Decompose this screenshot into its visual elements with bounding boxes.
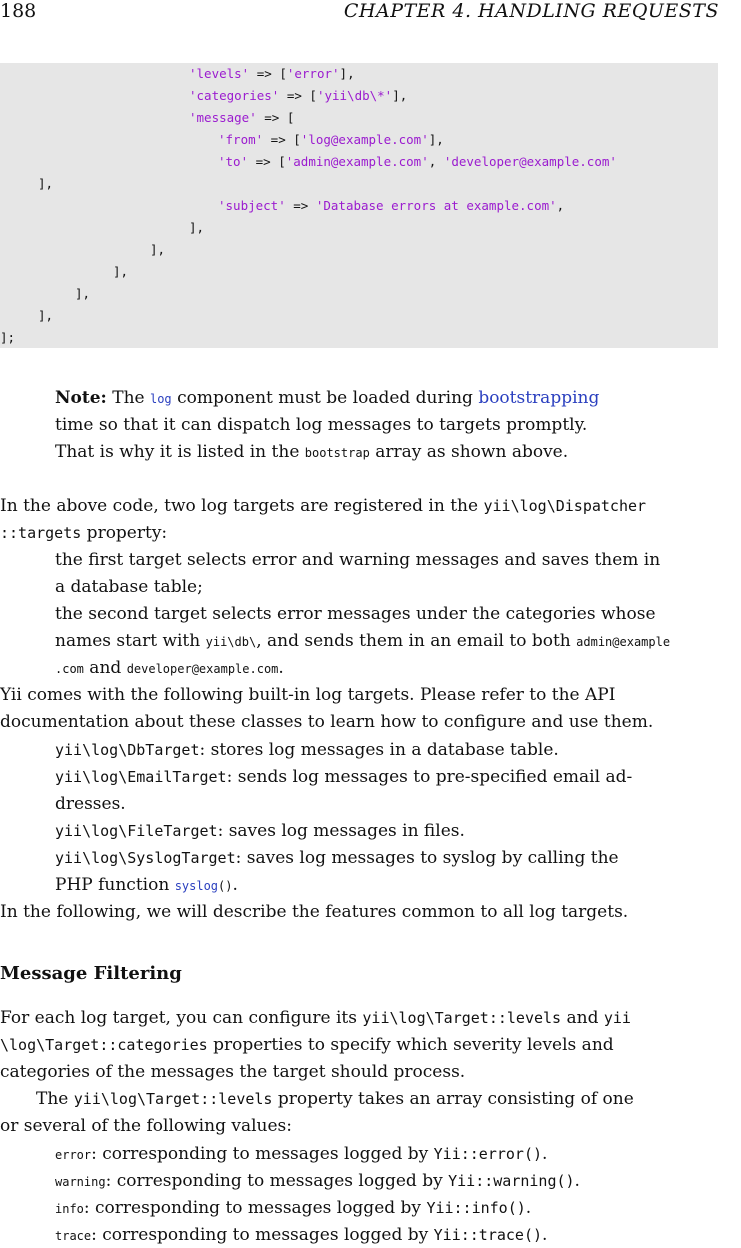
paragraph: \log\Target::categories properties to specify which severity levels and — [0, 1035, 614, 1055]
list-item: trace: corresponding to messages logged by Yii::trace(). — [55, 1225, 548, 1245]
paragraph: categories of the messages the target should process. — [0, 1062, 466, 1082]
note-label: Note: — [55, 388, 107, 408]
note-line: time so that it can dispatch log messages to targets promptly. — [55, 415, 588, 435]
code-block — [0, 63, 718, 348]
code-line: 'levels' => ['error'], — [189, 66, 355, 81]
code-line: ], — [38, 176, 54, 191]
list-item: a database table; — [55, 577, 203, 597]
list-item: PHP function syslog(). — [55, 875, 238, 895]
paragraph: For each log target, you can configure its yii\log\Target::levels and yii — [0, 1008, 631, 1028]
list-item: yii\log\DbTarget: stores log messages in a database table. — [55, 740, 559, 760]
log-link[interactable]: log — [149, 392, 172, 406]
list-item: the second target selects error messages under the categories whose — [55, 604, 656, 624]
list-item: the first target selects error and warning messages and saves them in — [55, 550, 661, 570]
code-line: ], — [75, 286, 91, 301]
list-item: yii\log\EmailTarget: sends log messages to pre-specified email ad- — [55, 767, 633, 787]
list-item: warning: corresponding to messages logged by Yii::warning(). — [55, 1171, 580, 1191]
paragraph: Yii comes with the following built-in log targets. Please refer to the API — [0, 685, 616, 705]
note-line: Note: The log component must be loaded during bootstrapping — [55, 388, 600, 408]
syslog-link[interactable]: syslog — [174, 879, 219, 893]
bootstrapping-link[interactable]: bootstrapping — [478, 388, 600, 408]
code-line: ], — [150, 242, 166, 257]
paragraph: or several of the following values: — [0, 1116, 292, 1136]
code-line: ], — [38, 308, 54, 323]
paragraph: The yii\log\Target::levels property takes an array consisting of one — [36, 1089, 634, 1109]
code-line: 'categories' => ['yii\db\*'], — [189, 88, 408, 103]
code-line: ]; — [0, 330, 16, 345]
list-item: yii\log\FileTarget: saves log messages in files. — [55, 821, 465, 841]
code-line: ], — [113, 264, 129, 279]
paragraph: In the above code, two log targets are registered in the yii\log\Dispatcher — [0, 496, 647, 516]
note-line: That is why it is listed in the bootstrap array as shown above. — [55, 442, 569, 462]
code-line: 'to' => ['admin@example.com', 'developer@example.com' — [218, 154, 617, 169]
paragraph: documentation about these classes to learn how to configure and use them. — [0, 712, 654, 732]
chapter-title: CHAPTER 4. HANDLING REQUESTS — [343, 0, 719, 22]
paragraph: In the following, we will describe the features common to all log targets. — [0, 902, 629, 922]
code-line: 'from' => ['log@example.com'], — [218, 132, 444, 147]
code-line: ], — [189, 220, 205, 235]
page-number: 188 — [0, 0, 37, 22]
list-item: dresses. — [55, 794, 126, 814]
section-heading: Message Filtering — [0, 963, 182, 984]
list-item: yii\log\SyslogTarget: saves log messages to syslog by calling the — [55, 848, 619, 868]
list-item: error: corresponding to messages logged by Yii::error(). — [55, 1144, 548, 1164]
code-line: 'message' => [ — [189, 110, 295, 125]
code-line: 'subject' => 'Database errors at example.com', — [218, 198, 565, 213]
paragraph: ::targets property: — [0, 523, 168, 543]
list-item: .com and developer@example.com. — [55, 658, 284, 678]
list-item: info: corresponding to messages logged by Yii::info(). — [55, 1198, 532, 1218]
list-item: names start with yii\db\, and sends them in an email to both admin@example — [55, 631, 671, 651]
